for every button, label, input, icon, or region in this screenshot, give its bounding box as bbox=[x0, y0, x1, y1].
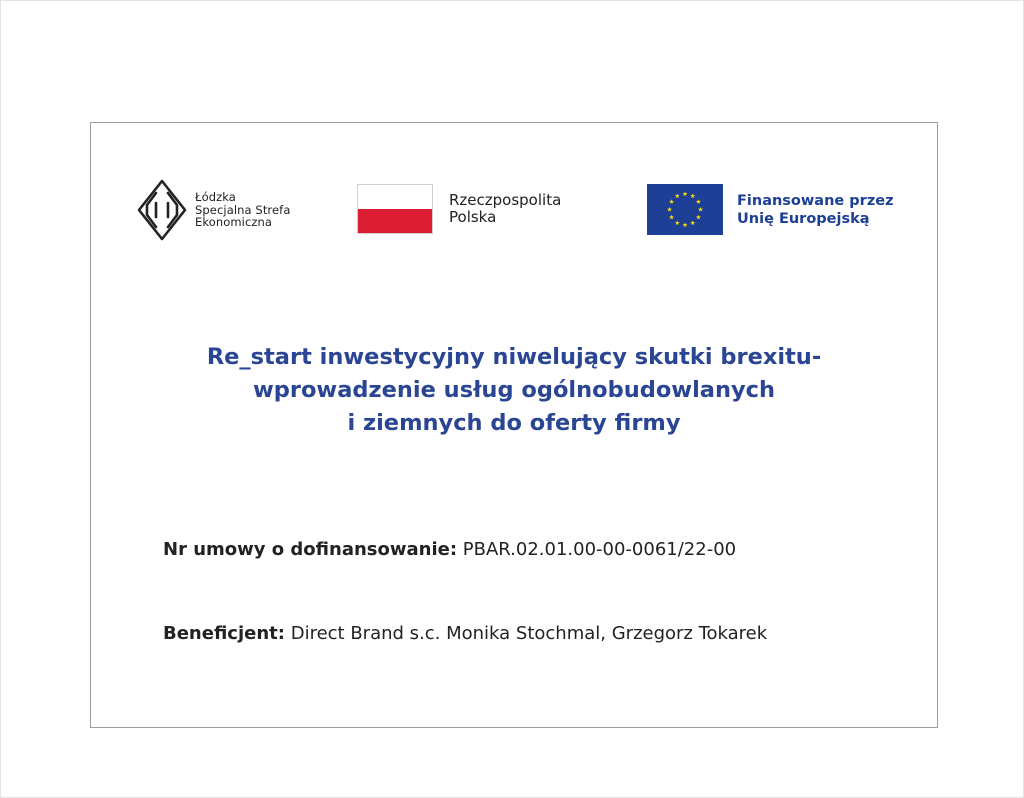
lsse-logo bbox=[137, 179, 290, 241]
polish-flag-icon bbox=[357, 184, 433, 234]
project-title bbox=[91, 341, 937, 440]
lsse-logo-icon bbox=[137, 179, 187, 241]
title-line-3: i ziemnych do oferty firmy bbox=[347, 410, 681, 436]
poland-logo-text bbox=[449, 192, 561, 226]
poland-logo bbox=[357, 184, 561, 234]
lsse-line-1: Łódzka bbox=[195, 190, 236, 205]
information-board bbox=[90, 122, 938, 728]
flag-white-stripe bbox=[358, 185, 432, 209]
eu-line-2: Unię Europejską bbox=[737, 210, 870, 227]
lsse-line-3: Ekonomiczna bbox=[195, 215, 273, 230]
poland-line-1: Rzeczpospolita bbox=[449, 191, 562, 209]
flag-red-stripe bbox=[358, 209, 432, 233]
eu-flag-icon bbox=[647, 184, 723, 235]
beneficiary-label: Beneficjent: bbox=[163, 623, 285, 644]
eu-logo bbox=[647, 184, 894, 235]
title-line-2: wprowadzenie usług ogólnobudowlanych bbox=[252, 377, 776, 403]
contract-value: PBAR.02.01.00-00-0061/22-00 bbox=[462, 539, 737, 560]
beneficiary-value: Direct Brand s.c. Monika Stochmal, Grzegorz Tokarek bbox=[290, 623, 768, 644]
title-line-1: Re_start inwestycyjny niwelujący skutki brexitu- bbox=[206, 344, 822, 370]
poland-line-2: Polska bbox=[449, 208, 497, 226]
lsse-logo-text bbox=[195, 191, 290, 229]
eu-line-1: Finansowane przez bbox=[737, 192, 894, 209]
beneficiary bbox=[163, 623, 767, 644]
lsse-line-2: Specjalna Strefa bbox=[195, 202, 291, 217]
eu-logo-text bbox=[737, 192, 894, 228]
contract-number bbox=[163, 539, 736, 560]
contract-label: Nr umowy o dofinansowanie: bbox=[163, 539, 458, 560]
